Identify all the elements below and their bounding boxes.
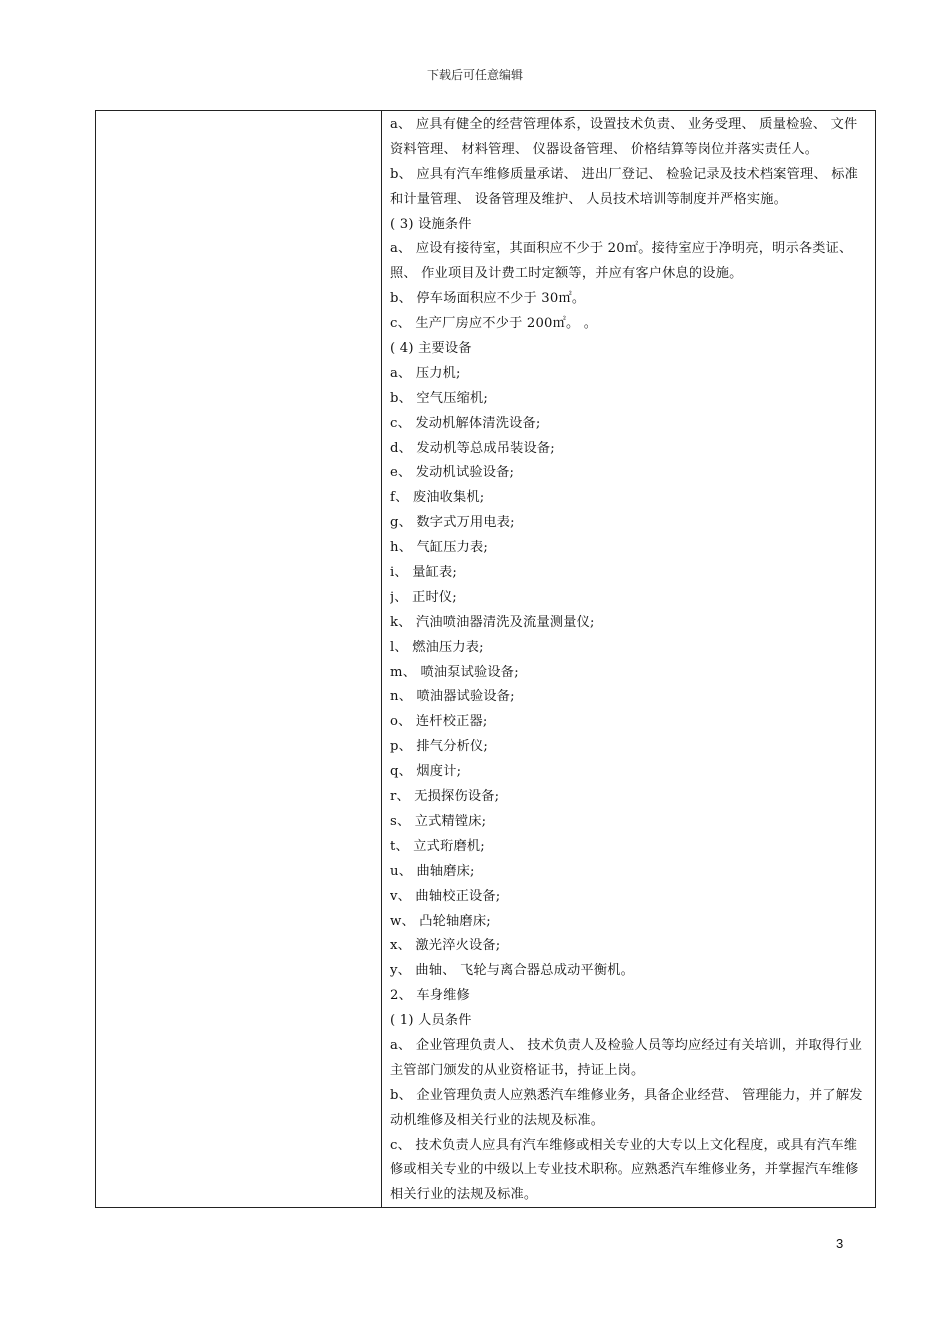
text-line: 资料管理、 材料管理、 仪器设备管理、 价格结算等岗位并落实责任人。 — [390, 141, 819, 157]
text-line: b、 应具有汽车维修质量承诺、 进出厂登记、 检验记录及技术档案管理、 标准 — [390, 166, 858, 182]
text-line: 和计量管理、 设备管理及维护、 人员技术培训等制度并严格实施。 — [390, 191, 788, 207]
text-line: b、 企业管理负责人应熟悉汽车维修业务，具备企业经营、 管理能力，并了解发 — [390, 1087, 863, 1103]
text-line: r、 无损探伤设备; — [390, 789, 500, 805]
page-header: 下载后可任意编辑 — [426, 68, 523, 82]
text-line: 相关行业的法规及标准。 — [390, 1187, 538, 1203]
text-line: b、 停车场面积应不少于 30㎡。 — [390, 291, 586, 307]
text-line: a、 应具有健全的经营管理体系，设置技术负责、 业务受理、 质量检验、 文件 — [390, 117, 858, 132]
text-line: y、 曲轴、 飞轮与离合器总成动平衡机。 — [390, 963, 635, 979]
text-line: t、 立式珩磨机; — [390, 838, 485, 854]
text-line: n、 喷油器试验设备; — [390, 689, 515, 705]
text-line: w、 凸轮轴磨床; — [390, 913, 491, 929]
text-line: j、 正时仪; — [390, 589, 457, 605]
text-line: s、 立式精镗床; — [390, 813, 487, 829]
content-table — [95, 110, 876, 1208]
text-line: x、 激光淬火设备; — [390, 938, 501, 954]
text-line: ( 1) 人员条件 — [390, 1013, 472, 1029]
text-line: p、 排气分析仪; — [390, 739, 489, 755]
page-number: 3 — [836, 1236, 844, 1251]
right-cell — [382, 111, 875, 1207]
text-line: ( 3) 设施条件 — [390, 216, 472, 232]
text-line: l、 燃油压力表; — [390, 639, 484, 655]
text-line: q、 烟度计; — [390, 764, 462, 780]
text-line: 动机维修及相关行业的法规及标准。 — [390, 1112, 605, 1128]
text-line: a、 压力机; — [390, 365, 461, 381]
text-line: i、 量缸表; — [390, 565, 458, 581]
text-line: g、 数字式万用电表; — [390, 515, 515, 531]
text-line: e、 发动机试验设备; — [390, 465, 515, 481]
text-line: 主管部门颁发的从业资格证书，持证上岗。 — [390, 1062, 645, 1078]
text-line: c、 技术负责人应具有汽车维修或相关专业的大专以上文化程度，或具有汽车维 — [390, 1137, 858, 1153]
text-line: u、 曲轴磨床; — [390, 863, 475, 879]
text-line: 修或相关专业的中级以上专业技术职称。应熟悉汽车维修业务，并掌握汽车维修 — [390, 1162, 859, 1178]
text-line: d、 发动机等总成吊装设备; — [390, 440, 555, 456]
text-line: o、 连杆校正器; — [390, 714, 488, 730]
text-line: m、 喷油泵试验设备; — [390, 664, 519, 680]
text-line: v、 曲轴校正设备; — [390, 888, 501, 904]
text-line: h、 气缸压力表; — [390, 540, 489, 556]
left-cell — [96, 111, 382, 1207]
text-line: a、 应设有接待室，其面积应不少于 20㎡。接待室应于净明亮，明示各类证、 — [390, 241, 853, 257]
text-line: 照、 作业项目及计费工时定额等，并应有客户休息的设施。 — [390, 266, 743, 282]
text-line: ( 4) 主要设备 — [390, 341, 472, 357]
text-line: a、 企业管理负责人、 技术负责人及检验人员等均应经过有关培训，并取得行业 — [390, 1037, 863, 1053]
text-line: c、 发动机解体清洗设备; — [390, 415, 541, 431]
text-line: f、 废油收集机; — [390, 490, 485, 506]
text-line: b、 空气压缩机; — [390, 390, 489, 406]
text-line: 2、 车身维修 — [390, 988, 470, 1004]
text-line: c、 生产厂房应不少于 200㎡。 。 — [390, 316, 598, 332]
text-line: k、 汽油喷油器清洗及流量测量仪; — [390, 614, 595, 630]
